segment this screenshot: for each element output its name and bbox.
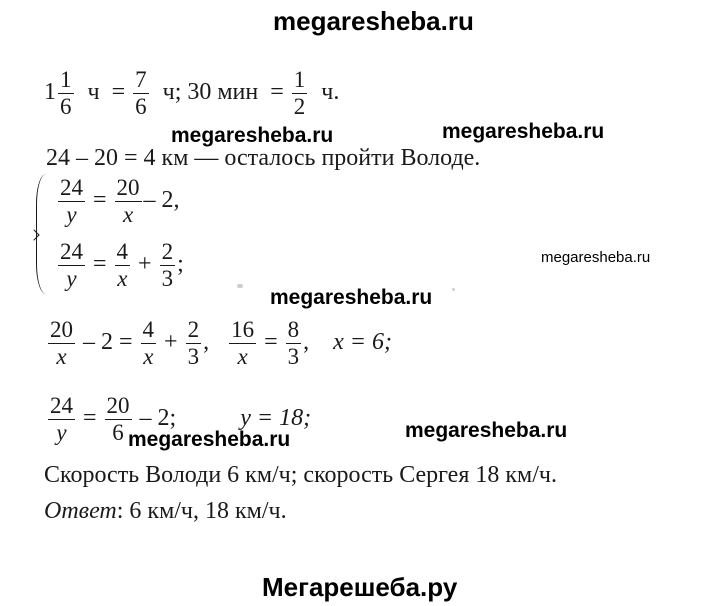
unit-hours: ч. — [321, 79, 340, 106]
header-watermark: megaresheba.ru — [273, 6, 474, 36]
fraction-20-x — [115, 176, 142, 227]
y-result: y = 18; — [240, 405, 312, 432]
fraction-20-x — [48, 318, 75, 369]
numerator: 1 — [292, 68, 308, 94]
speeds-line: Скорость Володи 6 км/ч; скорость Сергея 18 км/ч. — [44, 462, 557, 488]
system-equation-1 — [56, 176, 180, 227]
equation-tail: – 2, — [143, 187, 180, 214]
mixed-whole: 1 — [44, 79, 56, 106]
equals-sign: = — [270, 79, 284, 106]
fraction-2-3 — [186, 318, 202, 369]
denominator: 3 — [187, 344, 200, 370]
denominator: y — [66, 202, 77, 228]
answer-line — [44, 499, 287, 523]
plus-sign: + — [138, 251, 152, 278]
denominator: 3 — [287, 344, 300, 370]
scan-speck — [452, 288, 455, 291]
separator: , — [303, 329, 310, 356]
scan-speck — [237, 284, 243, 288]
plus-sign: + — [164, 329, 178, 356]
numerator: 2 — [186, 318, 202, 344]
denominator: x — [237, 344, 248, 370]
fraction-2-3 — [160, 240, 176, 291]
denominator: y — [66, 266, 77, 292]
numerator: 20 — [105, 394, 132, 420]
remaining-distance-line: 24 – 20 = 4 км — осталось пройти Володе. — [46, 145, 481, 171]
numerator: 20 — [115, 176, 142, 202]
denominator: x — [117, 266, 128, 292]
fraction-24-y — [58, 240, 85, 291]
denominator: 6 — [135, 94, 147, 120]
denominator: 2 — [293, 94, 306, 120]
denominator: y — [56, 420, 67, 446]
fraction-1-2 — [292, 68, 308, 119]
answer-text: : 6 км/ч, 18 км/ч. — [116, 498, 287, 524]
numerator: 24 — [58, 240, 85, 266]
watermark: megaresheba.ru — [128, 428, 291, 451]
denominator: 6 — [60, 94, 72, 120]
fraction-4-x — [115, 240, 131, 291]
numerator: 2 — [160, 240, 176, 266]
equals-sign: = — [93, 187, 107, 214]
denominator: x — [143, 344, 154, 370]
equals-sign: = — [93, 251, 107, 278]
minutes-text: ч; 30 мин — [162, 79, 259, 106]
numerator: 24 — [48, 394, 75, 420]
watermark: megaresheba.ru — [270, 286, 433, 309]
minus-two: – 2; — [139, 405, 177, 432]
numerator: 16 — [229, 318, 256, 344]
numerator: 4 — [141, 318, 157, 344]
watermark-small: megaresheba.ru — [541, 249, 651, 266]
separator: , — [203, 329, 210, 356]
watermark: megaresheba.ru — [171, 124, 334, 147]
answer-label: Ответ — [44, 498, 117, 524]
watermark: megaresheba.ru — [405, 419, 568, 442]
fraction-24-y — [58, 176, 85, 227]
equation-tail: ; — [177, 251, 184, 278]
denominator: 6 — [112, 420, 124, 446]
denominator: 3 — [161, 266, 174, 292]
numerator: 8 — [286, 318, 302, 344]
denominator: x — [122, 202, 134, 228]
fraction-16-x — [229, 318, 256, 369]
fraction-24-y — [48, 394, 75, 445]
denominator: x — [56, 344, 67, 370]
watermark: megaresheba.ru — [442, 120, 605, 143]
fraction-8-3 — [286, 318, 302, 369]
minus-two-equals: – 2 = — [83, 329, 133, 356]
fraction-7-6 — [133, 68, 149, 119]
conversion-line — [44, 68, 339, 119]
numerator: 20 — [48, 318, 75, 344]
numerator: 24 — [58, 176, 85, 202]
footer-brand: Мегарешеба.ру — [262, 572, 458, 602]
solve-x-line — [46, 318, 392, 369]
numerator: 7 — [133, 68, 149, 94]
fraction-1-6 — [58, 68, 74, 119]
equals-sign: = — [83, 405, 97, 432]
system-equation-2 — [56, 240, 184, 291]
equals-sign: = — [264, 329, 278, 356]
equals-sign: = — [111, 79, 126, 106]
unit-hours: ч — [87, 79, 100, 106]
numerator: 4 — [115, 240, 131, 266]
x-result: x = 6; — [333, 329, 392, 356]
numerator: 1 — [58, 68, 74, 94]
fraction-4-x — [141, 318, 157, 369]
